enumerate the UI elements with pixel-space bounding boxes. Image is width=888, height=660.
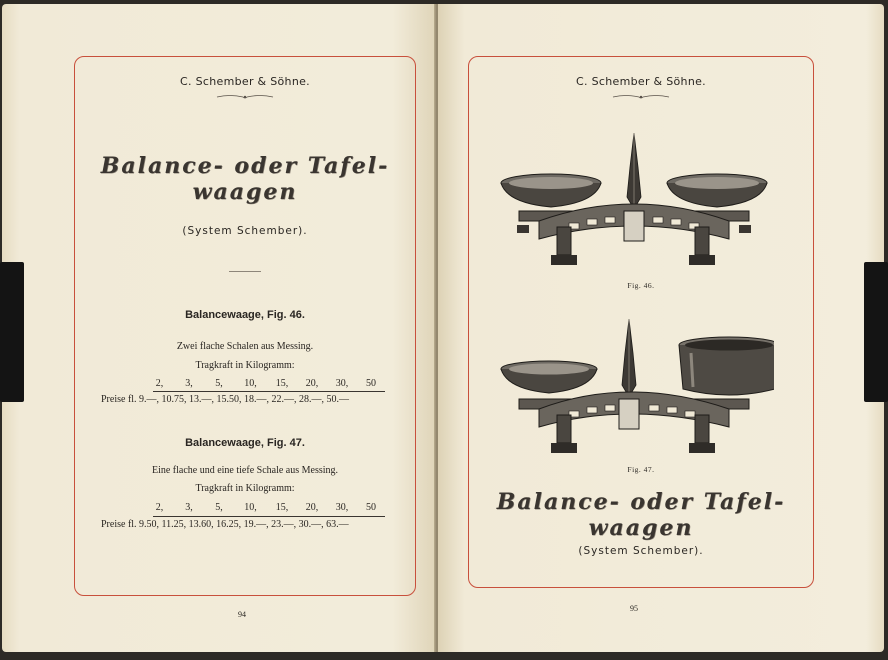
right-title-line2: waagen xyxy=(588,515,694,541)
right-title-line1: Balance- oder Tafel- xyxy=(496,489,786,515)
capacity-value: 3, xyxy=(185,378,193,389)
binder-clip-right xyxy=(864,262,888,402)
section1-title: Balancewaage, Fig. 46. xyxy=(185,309,305,321)
capacity-value: 50 xyxy=(366,502,376,513)
section1-prices xyxy=(101,394,349,405)
capacity-value: 5, xyxy=(215,502,223,513)
capacity-value: 10, xyxy=(244,502,257,513)
left-page xyxy=(2,4,436,652)
header-ornament-icon xyxy=(215,93,275,101)
left-subtitle: (System Schember). xyxy=(182,225,308,237)
fig46-caption: Fig. 46. xyxy=(627,281,655,290)
left-page-frame xyxy=(74,56,416,596)
capacity-value: 15, xyxy=(275,502,289,513)
balance-scale-fig47-illustration xyxy=(499,313,774,463)
right-page-frame xyxy=(468,56,814,588)
left-title-line2: waagen xyxy=(192,179,298,205)
section1-description: Zwei flache Schalen aus Messing. xyxy=(176,341,314,352)
left-title-line1: Balance- oder Tafel- xyxy=(100,153,390,179)
right-page xyxy=(438,4,884,652)
balance-scale-fig46-illustration xyxy=(499,127,769,277)
section2-title: Balancewaage, Fig. 47. xyxy=(185,437,305,449)
capacity-value: 5, xyxy=(215,378,223,389)
binder-clip-left xyxy=(0,262,24,402)
left-title xyxy=(75,153,415,205)
capacity-value: 20, xyxy=(305,378,319,389)
price-label: Preise fl. xyxy=(101,519,137,530)
section2-description: Eine flache und eine tiefe Schale aus Messing. xyxy=(151,465,339,476)
fig47-caption: Fig. 47. xyxy=(627,465,655,474)
capacity-value: 10, xyxy=(244,378,257,389)
section1-capacities xyxy=(145,378,385,389)
capacity-value: 50 xyxy=(366,378,376,389)
capacity-value: 2, xyxy=(155,502,164,513)
section1-table-rule xyxy=(153,391,385,392)
right-page-number: 95 xyxy=(630,604,638,613)
capacity-value: 30, xyxy=(335,502,349,513)
capacity-value: 3, xyxy=(185,502,193,513)
section2-prices xyxy=(101,519,349,530)
section2-table-rule xyxy=(153,516,385,517)
capacity-value: 2, xyxy=(155,378,164,389)
left-divider xyxy=(229,271,261,272)
section2-capacity-label: Tragkraft in Kilogramm: xyxy=(195,483,295,494)
right-page-header: C. Schember & Söhne. xyxy=(576,75,706,88)
price-label: Preise fl. xyxy=(101,394,137,405)
capacity-value: 30, xyxy=(335,378,349,389)
capacity-value: 15, xyxy=(275,378,289,389)
left-page-header: C. Schember & Söhne. xyxy=(180,75,310,88)
left-page-number: 94 xyxy=(238,610,246,619)
price-values: 9.50, 11.25, 13.60, 16.25, 19.—, 23.—, 30.—, 63.— xyxy=(139,519,349,530)
right-title xyxy=(469,489,813,541)
price-values: 9.—, 10.75, 13.—, 15.50, 18.—, 22.—, 28.—, 50.— xyxy=(139,394,350,405)
section1-capacity-label: Tragkraft in Kilogramm: xyxy=(195,360,295,371)
section2-capacities xyxy=(145,502,385,513)
right-subtitle: (System Schember). xyxy=(578,545,704,557)
capacity-value: 20, xyxy=(305,502,319,513)
header-ornament-icon xyxy=(611,93,671,101)
